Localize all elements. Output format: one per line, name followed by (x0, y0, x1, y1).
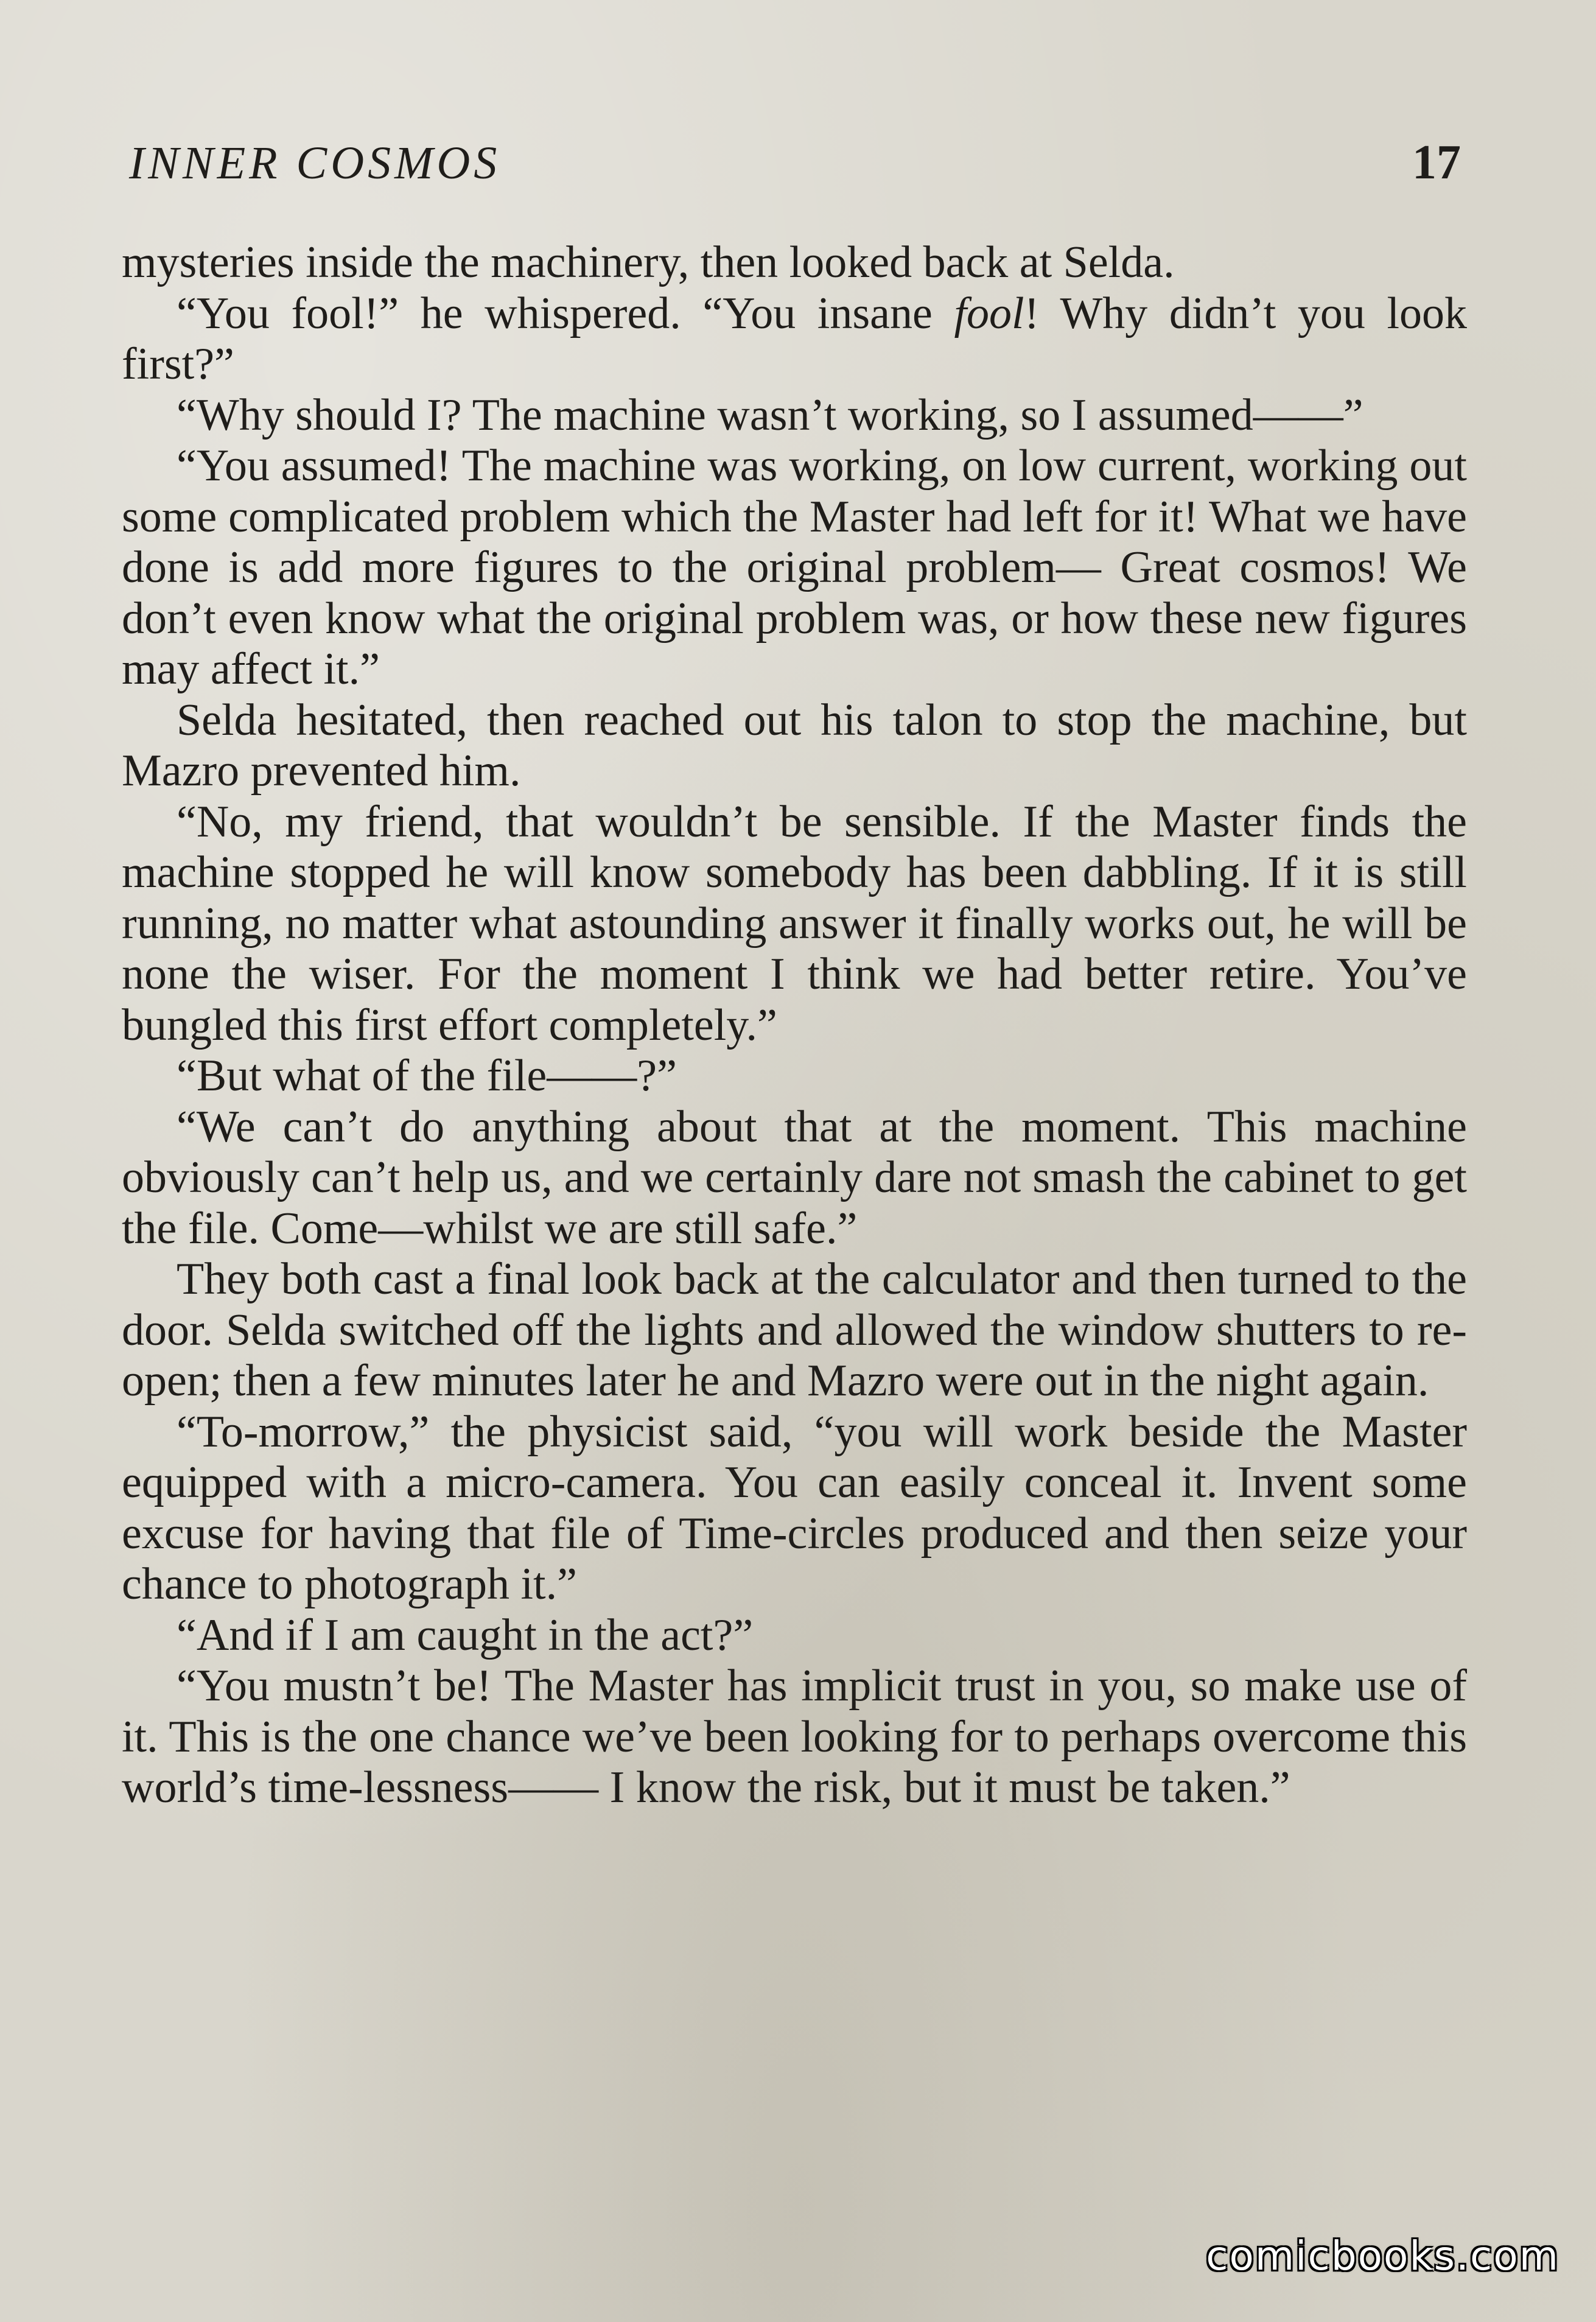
watermark: comicbooks.com (1206, 2233, 1559, 2279)
paragraph-2-after: ! Why didn’t you look first?” (122, 288, 1467, 389)
body-text (122, 237, 1467, 2204)
paragraph-12: “You mustn’t be! The Master has implicit trust in you, so make use of it. This is the one chance we’ve been looking for to perhaps overcome this world’s time-lessness—— I know the risk, but it must be taken.” (122, 1661, 1467, 1812)
page-number: 17 (1412, 136, 1461, 189)
paragraph-7: “But what of the file——?” (177, 1051, 677, 1101)
paragraph-11: “And if I am caught in the act?” (177, 1610, 754, 1660)
running-header (129, 135, 1461, 196)
paragraph-6: “No, my friend, that wouldn’t be sensible. If the Master finds the machine stopped he will know somebody has been dabbling. If it is still running, no matter what astounding answer it finally works out, he will be none the wiser. For the moment I think we had better retire. You’ve bungled this first effort completely.” (122, 796, 1467, 1050)
paragraph-1: mysteries inside the machinery, then looked back at Selda. (122, 237, 1175, 287)
running-title: INNER COSMOS (129, 138, 501, 189)
paragraph-5: Selda hesitated, then reached out his talon to stop the machine, but Mazro prevented him. (122, 695, 1467, 796)
paragraph-3: “Why should I? The machine wasn’t working, so I assumed——” (177, 390, 1363, 440)
paragraph-9: They both cast a final look back at the calculator and then turned to the door. Selda switched off the lights and allowed the window shutters to re-open; then a few minutes later he and Mazro were out in the night again. (122, 1254, 1467, 1406)
paragraph-2-emphasis: fool (954, 288, 1024, 338)
paragraph-4: “You assumed! The machine was working, on low current, working out some complicated problem which the Master had left for it! What we have done is add more figures to the original problem— Great cosmos! We don’t even know what the original problem was, or how these new figures may affect it.” (122, 441, 1467, 694)
paragraph-8: “We can’t do anything about that at the moment. This machine obviously can’t help us, and we certainly dare not smash the cabinet to get the file. Come—whilst we are still safe.” (122, 1101, 1467, 1254)
paragraph-2 (122, 289, 1467, 390)
paragraph-10: “To-morrow,” the physicist said, “you will work beside the Master equipped with a micro-camera. You can easily conceal it. Invent some excuse for having that file of Time-circles produced and then seize your chance to photograph it.” (122, 1406, 1467, 1609)
paragraph-2-before: “You fool!” he whispered. “You insane (177, 288, 954, 338)
